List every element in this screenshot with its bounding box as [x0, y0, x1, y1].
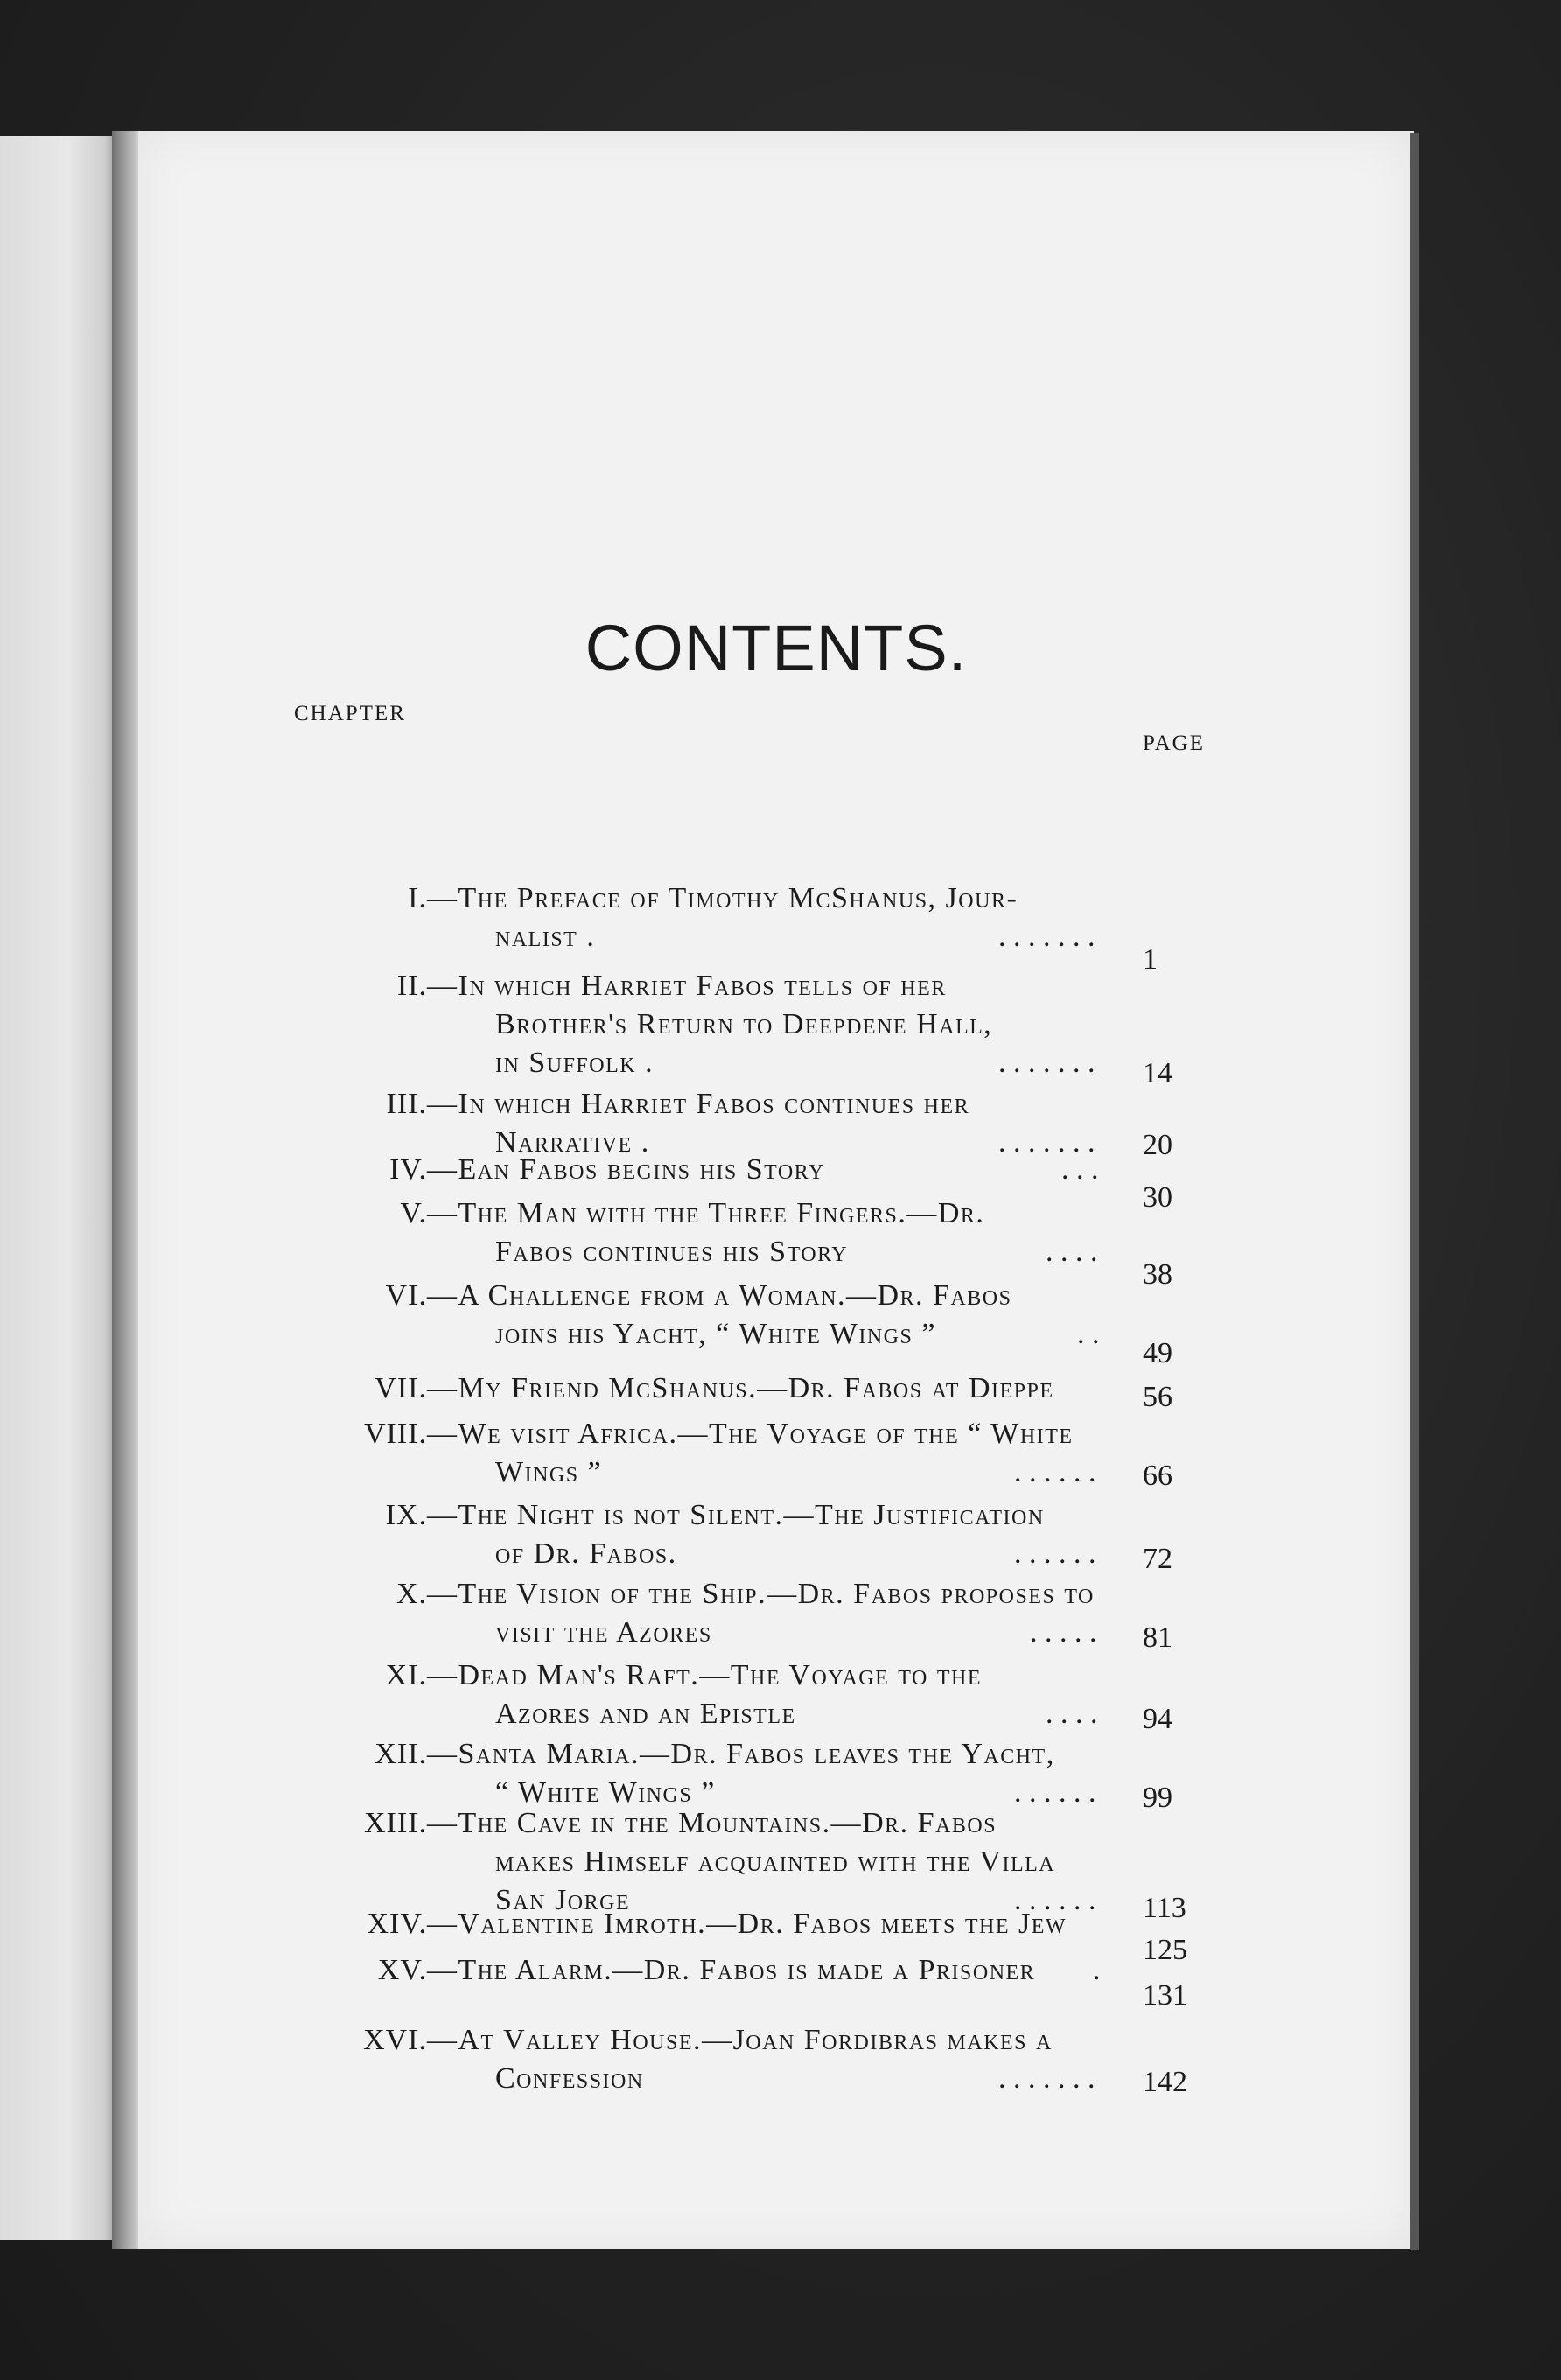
chapter-title-line: Azores and an Epistle: [495, 1698, 796, 1730]
chapter-number: XIII.: [363, 1807, 427, 1839]
chapter-number: III.: [386, 1088, 427, 1120]
leader-dots: . . . . . .: [1014, 1776, 1096, 1809]
leader-dots: . . . . . .: [1014, 1884, 1096, 1916]
chapter-title-line: —In which Harriet Fabos tells of her: [427, 970, 947, 1002]
page-number: 131: [1143, 1979, 1187, 2012]
page-number: 94: [1143, 1703, 1172, 1735]
leader-dots: . . . . . . .: [998, 2062, 1096, 2095]
page-right-edge: [1410, 133, 1419, 2250]
chapter-number: VI.: [385, 1279, 427, 1312]
chapter-title-line: —In which Harriet Fabos continues her: [427, 1088, 970, 1120]
page-number: 66: [1143, 1460, 1172, 1492]
chapter-number: XI.: [385, 1659, 427, 1691]
chapter-title-line: Wings ”: [495, 1456, 603, 1488]
leader-dots: . . . . . .: [1014, 1537, 1096, 1570]
chapter-title-line: —The Vision of the Ship.—Dr. Fabos proposes to: [427, 1578, 1095, 1610]
chapter-title-line: Brother's Return to Deepdene Hall,: [495, 1008, 993, 1040]
page-number: 49: [1143, 1337, 1172, 1369]
page-number: 81: [1143, 1621, 1172, 1654]
chapter-number: X.: [396, 1578, 427, 1610]
leader-dots: . . .: [1061, 1153, 1099, 1186]
chapter-title-line: —The Alarm.—Dr. Fabos is made a Prisoner: [427, 1954, 1036, 1986]
leader-dots: .: [1093, 1954, 1101, 1986]
page-number: 142: [1143, 2066, 1187, 2098]
page-number: 30: [1143, 1181, 1172, 1214]
leader-dots: . .: [1077, 1318, 1100, 1350]
chapter-number: IV.: [389, 1153, 427, 1186]
chapter-title-line: —Dead Man's Raft.—The Voyage to the: [427, 1659, 983, 1691]
page-number: 14: [1143, 1057, 1172, 1089]
chapter-title-line: —We visit Africa.—The Voyage of the “ White: [427, 1418, 1074, 1450]
chapter-title-line: —A Challenge from a Woman.—Dr. Fabos: [427, 1279, 1012, 1312]
chapter-title-line: visit the Azores: [495, 1616, 712, 1648]
chapter-number: XVI.: [363, 2024, 427, 2056]
chapter-number: VII.: [374, 1372, 427, 1404]
page-number: 56: [1143, 1381, 1172, 1413]
chapter-title-line: Fabos continues his Story: [495, 1236, 849, 1268]
page-number: 125: [1143, 1934, 1187, 1966]
chapter-number: VIII.: [363, 1418, 427, 1450]
chapter-number: XV.: [377, 1954, 427, 1986]
page-number: 20: [1143, 1129, 1172, 1161]
chapter-title-line: nalist .: [495, 920, 596, 953]
page-title: CONTENTS.: [584, 612, 968, 684]
page-number: 99: [1143, 1782, 1172, 1814]
page-number: 72: [1143, 1543, 1172, 1575]
chapter-title-line: —Valentine Imroth.—Dr. Fabos meets the Jew: [427, 1908, 1068, 1940]
chapter-number: XIV.: [367, 1908, 427, 1940]
chapter-title-line: Confession: [495, 2062, 644, 2095]
chapter-title-line: San Jorge: [495, 1884, 631, 1916]
contents-page: [138, 131, 1414, 2249]
chapter-title-line: makes Himself acquainted with the Villa: [495, 1845, 1056, 1878]
left-page-edge: [0, 136, 122, 2240]
chapter-title-line: —At Valley House.—Joan Fordibras makes a: [427, 2024, 1053, 2056]
chapter-title-line: —The Cave in the Mountains.—Dr. Fabos: [427, 1807, 998, 1839]
leader-dots: . . . .: [1046, 1698, 1098, 1730]
leader-dots: . . . . . . .: [998, 920, 1096, 953]
leader-dots: . . . . . .: [1014, 1456, 1096, 1488]
chapter-title-line: —The Man with the Three Fingers.—Dr.: [427, 1197, 985, 1229]
chapter-title-line: Narrative .: [495, 1126, 650, 1158]
page-number: 38: [1143, 1258, 1172, 1291]
leader-dots: . . . . .: [1030, 1616, 1097, 1648]
chapter-number: XII.: [374, 1738, 427, 1770]
leader-dots: . . . .: [1046, 1236, 1098, 1268]
page-number: 1: [1143, 943, 1158, 976]
chapter-title-line: —Ean Fabos begins his Story: [427, 1153, 825, 1186]
page-number: 113: [1143, 1892, 1186, 1924]
chapter-number: IX.: [385, 1499, 427, 1531]
chapter-title-line: —The Night is not Silent.—The Justification: [427, 1499, 1045, 1531]
chapter-title-line: in Suffolk .: [495, 1046, 654, 1079]
leader-dots: . . . . . . .: [998, 1126, 1096, 1158]
chapter-column-heading: CHAPTER: [294, 702, 406, 725]
page-column-heading: PAGE: [1143, 732, 1205, 755]
leader-dots: . . . . . . .: [998, 1046, 1096, 1079]
chapter-title-line: joins his Yacht, “ White Wings ”: [495, 1318, 936, 1350]
chapter-number: II.: [396, 970, 427, 1002]
chapter-title-line: “ White Wings ”: [495, 1776, 716, 1809]
chapter-number: V.: [400, 1197, 427, 1229]
chapter-title-line: —Santa Maria.—Dr. Fabos leaves the Yacht,: [427, 1738, 1055, 1770]
chapter-title-line: of Dr. Fabos.: [495, 1537, 677, 1570]
chapter-title-line: —The Preface of Timothy McShanus, Jour-: [427, 882, 1018, 914]
chapter-number: I.: [408, 882, 427, 914]
chapter-title-line: —My Friend McShanus.—Dr. Fabos at Dieppe: [427, 1372, 1054, 1404]
